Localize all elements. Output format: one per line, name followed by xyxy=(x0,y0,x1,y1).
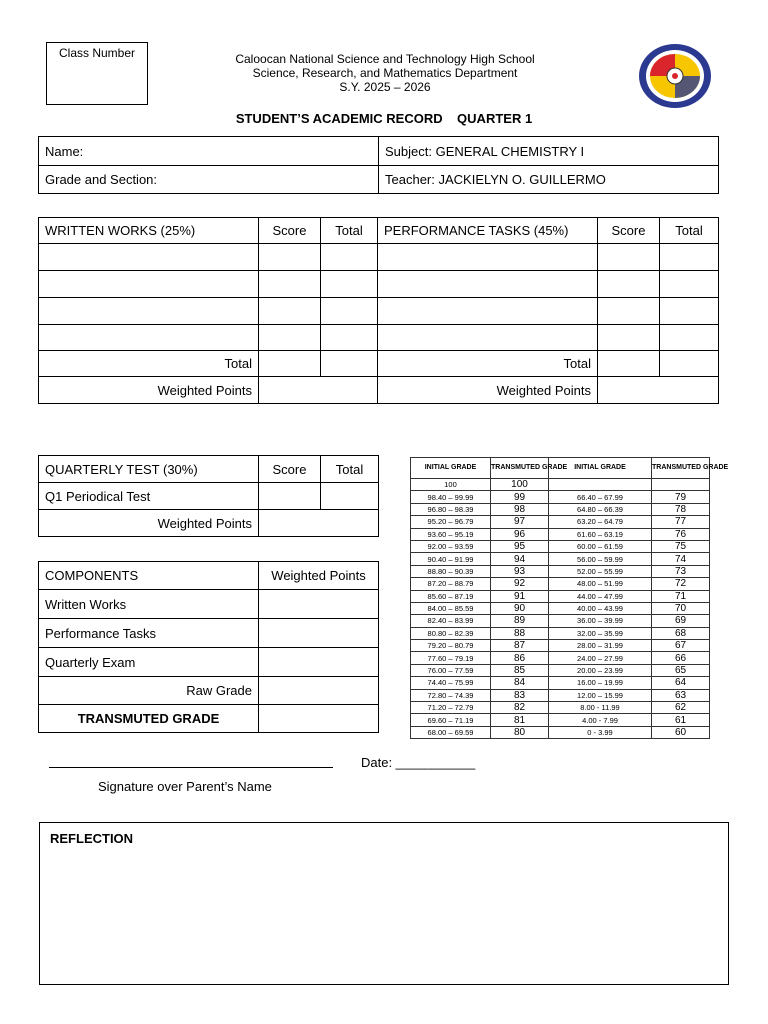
score-row xyxy=(39,271,719,298)
trans-grade: 86 xyxy=(491,652,549,664)
pt-total-cell[interactable] xyxy=(660,325,719,351)
trans-initial: 90.40 – 91.99 xyxy=(411,553,491,565)
written-works-header: WRITTEN WORKS (25%) xyxy=(39,218,259,244)
trans-grade: 99 xyxy=(491,491,549,503)
teacher-field: Teacher: JACKIELYN O. GUILLERMO xyxy=(379,166,719,194)
trans-initial: 60.00 – 61.59 xyxy=(549,540,652,552)
trans-row xyxy=(411,590,710,602)
pt-item-cell[interactable] xyxy=(378,271,598,298)
performance-tasks-header: PERFORMANCE TASKS (45%) xyxy=(378,218,598,244)
trans-row xyxy=(411,615,710,627)
trans-grade: 78 xyxy=(652,503,710,515)
component-quarterly-exam: Quarterly Exam xyxy=(39,648,259,677)
trans-row xyxy=(411,714,710,726)
pt-total-cell[interactable] xyxy=(660,298,719,325)
trans-initial: 44.00 – 47.99 xyxy=(549,590,652,602)
trans-grade: 85 xyxy=(491,664,549,676)
pt-item-cell[interactable] xyxy=(378,298,598,325)
score-row xyxy=(39,298,719,325)
trans-initial: 12.00 – 15.99 xyxy=(549,689,652,701)
quarterly-test-header: QUARTERLY TEST (30%) xyxy=(39,456,259,483)
quarterly-test-table xyxy=(38,455,379,537)
trans-grade: 89 xyxy=(491,615,549,627)
pt-total-cell[interactable] xyxy=(660,271,719,298)
trans-initial: 76.00 – 77.59 xyxy=(411,664,491,676)
ww-total-score-cell[interactable] xyxy=(259,351,321,377)
trans-row xyxy=(411,726,710,738)
trans-grade: 70 xyxy=(652,602,710,614)
name-field[interactable]: Name: xyxy=(39,137,379,166)
component-value-cell[interactable] xyxy=(259,619,379,648)
raw-grade-label: Raw Grade xyxy=(39,677,259,705)
pt-weighted-cell[interactable] xyxy=(598,377,719,404)
reflection-box[interactable] xyxy=(39,822,729,985)
trans-grade: 66 xyxy=(652,652,710,664)
score-row xyxy=(39,325,719,351)
pt-total-header: Total xyxy=(660,218,719,244)
trans-header: INITIAL GRADE xyxy=(411,458,491,479)
trans-grade: 90 xyxy=(491,602,549,614)
trans-grade xyxy=(652,479,710,491)
qt-score-header: Score xyxy=(259,456,321,483)
trans-grade: 81 xyxy=(491,714,549,726)
trans-grade: 71 xyxy=(652,590,710,602)
trans-row xyxy=(411,664,710,676)
trans-initial: 68.00 – 69.59 xyxy=(411,726,491,738)
signature-line[interactable] xyxy=(49,767,333,768)
trans-grade: 79 xyxy=(652,491,710,503)
raw-grade-cell[interactable] xyxy=(259,677,379,705)
qt-score-cell[interactable] xyxy=(259,483,321,510)
trans-grade: 83 xyxy=(491,689,549,701)
ww-score-header: Score xyxy=(259,218,321,244)
student-info-table xyxy=(38,136,719,194)
trans-grade: 67 xyxy=(652,640,710,652)
trans-initial: 80.80 – 82.39 xyxy=(411,627,491,639)
pt-score-cell[interactable] xyxy=(598,325,660,351)
trans-initial: 88.80 – 90.39 xyxy=(411,565,491,577)
qt-total-cell[interactable] xyxy=(321,483,379,510)
trans-grade: 96 xyxy=(491,528,549,540)
trans-initial: 98.40 – 99.99 xyxy=(411,491,491,503)
scores-table xyxy=(38,217,719,404)
trans-grade: 76 xyxy=(652,528,710,540)
trans-grade: 93 xyxy=(491,565,549,577)
component-value-cell[interactable] xyxy=(259,648,379,677)
trans-initial: 0 - 3.99 xyxy=(549,726,652,738)
component-performance-tasks: Performance Tasks xyxy=(39,619,259,648)
pt-score-cell[interactable] xyxy=(598,271,660,298)
trans-grade: 65 xyxy=(652,664,710,676)
trans-row xyxy=(411,689,710,701)
ww-total-cell[interactable] xyxy=(321,325,378,351)
trans-grade: 64 xyxy=(652,677,710,689)
trans-initial: 77.60 – 79.19 xyxy=(411,652,491,664)
trans-grade: 62 xyxy=(652,702,710,714)
trans-grade: 69 xyxy=(652,615,710,627)
trans-initial: 69.60 – 71.19 xyxy=(411,714,491,726)
trans-header: TRANSMUTED GRADE xyxy=(652,458,710,479)
trans-row xyxy=(411,516,710,528)
trans-initial: 4.00 - 7.99 xyxy=(549,714,652,726)
ww-score-cell[interactable] xyxy=(259,271,321,298)
ww-weighted-label: Weighted Points xyxy=(39,377,259,404)
trans-initial: 85.60 – 87.19 xyxy=(411,590,491,602)
qt-weighted-label: Weighted Points xyxy=(39,510,259,537)
page-title: STUDENT’S ACADEMIC RECORD QUARTER 1 xyxy=(235,111,533,126)
ww-score-cell[interactable] xyxy=(259,244,321,271)
ww-score-cell[interactable] xyxy=(259,298,321,325)
trans-initial: 61.60 – 63.19 xyxy=(549,528,652,540)
trans-row xyxy=(411,677,710,689)
qt-total-header: Total xyxy=(321,456,379,483)
pt-score-cell[interactable] xyxy=(598,244,660,271)
trans-grade: 100 xyxy=(491,479,549,491)
trans-grade: 82 xyxy=(491,702,549,714)
signature-caption: Signature over Parent’s Name xyxy=(98,779,272,794)
ww-weighted-cell[interactable] xyxy=(259,377,378,404)
trans-initial: 36.00 – 39.99 xyxy=(549,615,652,627)
pt-score-header: Score xyxy=(598,218,660,244)
school-year: S.Y. 2025 – 2026 xyxy=(339,80,431,94)
trans-initial: 74.40 – 75.99 xyxy=(411,677,491,689)
trans-grade: 73 xyxy=(652,565,710,577)
trans-grade: 97 xyxy=(491,516,549,528)
class-number-label: Class Number xyxy=(58,46,136,60)
trans-row xyxy=(411,503,710,515)
trans-grade: 87 xyxy=(491,640,549,652)
trans-grade: 80 xyxy=(491,726,549,738)
trans-initial: 48.00 – 51.99 xyxy=(549,578,652,590)
weighted-points-header: Weighted Points xyxy=(259,562,379,590)
trans-row xyxy=(411,627,710,639)
trans-initial: 72.80 – 74.39 xyxy=(411,689,491,701)
trans-row xyxy=(411,702,710,714)
qt-weighted-cell[interactable] xyxy=(259,510,379,537)
trans-initial: 64.80 – 66.39 xyxy=(549,503,652,515)
ww-item-cell[interactable] xyxy=(39,271,259,298)
trans-row xyxy=(411,528,710,540)
trans-initial: 63.20 – 64.79 xyxy=(549,516,652,528)
trans-row xyxy=(411,565,710,577)
subject-field: Subject: GENERAL CHEMISTRY I xyxy=(379,137,719,166)
trans-row xyxy=(411,652,710,664)
trans-grade: 60 xyxy=(652,726,710,738)
trans-header: TRANSMUTED GRADE xyxy=(491,458,549,479)
trans-grade: 63 xyxy=(652,689,710,701)
pt-total-total-cell[interactable] xyxy=(660,351,719,377)
reflection-title: REFLECTION xyxy=(50,831,134,846)
school-name: Caloocan National Science and Technology High School xyxy=(235,52,535,66)
trans-grade: 95 xyxy=(491,540,549,552)
trans-initial xyxy=(549,479,652,491)
trans-grade: 74 xyxy=(652,553,710,565)
ww-item-cell[interactable] xyxy=(39,298,259,325)
trans-initial: 24.00 – 27.99 xyxy=(549,652,652,664)
trans-initial: 84.00 – 85.59 xyxy=(411,602,491,614)
trans-row xyxy=(411,540,710,552)
trans-grade: 88 xyxy=(491,627,549,639)
component-value-cell[interactable] xyxy=(259,590,379,619)
components-table xyxy=(38,561,379,733)
periodical-test-label: Q1 Periodical Test xyxy=(39,483,259,510)
trans-grade: 91 xyxy=(491,590,549,602)
transmutation-table xyxy=(410,457,729,739)
trans-initial: 100 xyxy=(411,479,491,491)
ww-total-label: Total xyxy=(39,351,259,377)
trans-initial: 16.00 – 19.99 xyxy=(549,677,652,689)
ww-total-cell[interactable] xyxy=(321,298,378,325)
transmuted-grade-label: TRANSMUTED GRADE xyxy=(39,705,259,733)
ww-score-cell[interactable] xyxy=(259,325,321,351)
trans-initial: 20.00 – 23.99 xyxy=(549,664,652,676)
pt-item-cell[interactable] xyxy=(378,325,598,351)
transmutation-rows xyxy=(411,491,710,739)
department-name: Science, Research, and Mathematics Department xyxy=(252,66,518,80)
pt-total-label: Total xyxy=(378,351,598,377)
trans-initial: 92.00 – 93.59 xyxy=(411,540,491,552)
pt-total-cell[interactable] xyxy=(660,244,719,271)
date-field[interactable]: Date: ___________ xyxy=(361,755,476,770)
trans-grade: 98 xyxy=(491,503,549,515)
trans-initial: 40.00 – 43.99 xyxy=(549,602,652,614)
class-number-box xyxy=(46,42,148,105)
trans-row xyxy=(411,491,710,503)
trans-initial: 56.00 – 59.99 xyxy=(549,553,652,565)
trans-grade: 72 xyxy=(652,578,710,590)
trans-grade: 94 xyxy=(491,553,549,565)
trans-grade: 68 xyxy=(652,627,710,639)
trans-row xyxy=(411,640,710,652)
components-header: COMPONENTS xyxy=(39,562,259,590)
school-seal-logo xyxy=(637,43,713,109)
trans-initial: 32.00 – 35.99 xyxy=(549,627,652,639)
transmuted-grade-cell[interactable] xyxy=(259,705,379,733)
component-written-works: Written Works xyxy=(39,590,259,619)
school-header xyxy=(170,52,600,94)
ww-total-cell[interactable] xyxy=(321,244,378,271)
trans-initial: 79.20 – 80.79 xyxy=(411,640,491,652)
trans-initial: 87.20 – 88.79 xyxy=(411,578,491,590)
trans-grade: 92 xyxy=(491,578,549,590)
ww-total-total-cell[interactable] xyxy=(321,351,378,377)
score-row xyxy=(39,244,719,271)
pt-weighted-label: Weighted Points xyxy=(378,377,598,404)
trans-grade: 84 xyxy=(491,677,549,689)
ww-item-cell[interactable] xyxy=(39,325,259,351)
ww-total-cell[interactable] xyxy=(321,271,378,298)
trans-initial: 93.60 – 95.19 xyxy=(411,528,491,540)
trans-grade: 61 xyxy=(652,714,710,726)
ww-item-cell[interactable] xyxy=(39,244,259,271)
pt-item-cell[interactable] xyxy=(378,244,598,271)
trans-initial: 66.40 – 67.99 xyxy=(549,491,652,503)
trans-row xyxy=(411,553,710,565)
trans-grade: 75 xyxy=(652,540,710,552)
trans-grade: 77 xyxy=(652,516,710,528)
pt-score-cell[interactable] xyxy=(598,298,660,325)
trans-initial: 82.40 – 83.99 xyxy=(411,615,491,627)
trans-row xyxy=(411,602,710,614)
pt-total-score-cell[interactable] xyxy=(598,351,660,377)
trans-row xyxy=(411,578,710,590)
trans-initial: 95.20 – 96.79 xyxy=(411,516,491,528)
trans-initial: 28.00 – 31.99 xyxy=(549,640,652,652)
trans-initial: 8.00 - 11.99 xyxy=(549,702,652,714)
trans-header: INITIAL GRADE xyxy=(549,458,652,479)
trans-initial: 71.20 – 72.79 xyxy=(411,702,491,714)
trans-initial: 52.00 – 55.99 xyxy=(549,565,652,577)
ww-total-header: Total xyxy=(321,218,378,244)
grade-section-field[interactable]: Grade and Section: xyxy=(39,166,379,194)
trans-initial: 96.80 – 98.39 xyxy=(411,503,491,515)
